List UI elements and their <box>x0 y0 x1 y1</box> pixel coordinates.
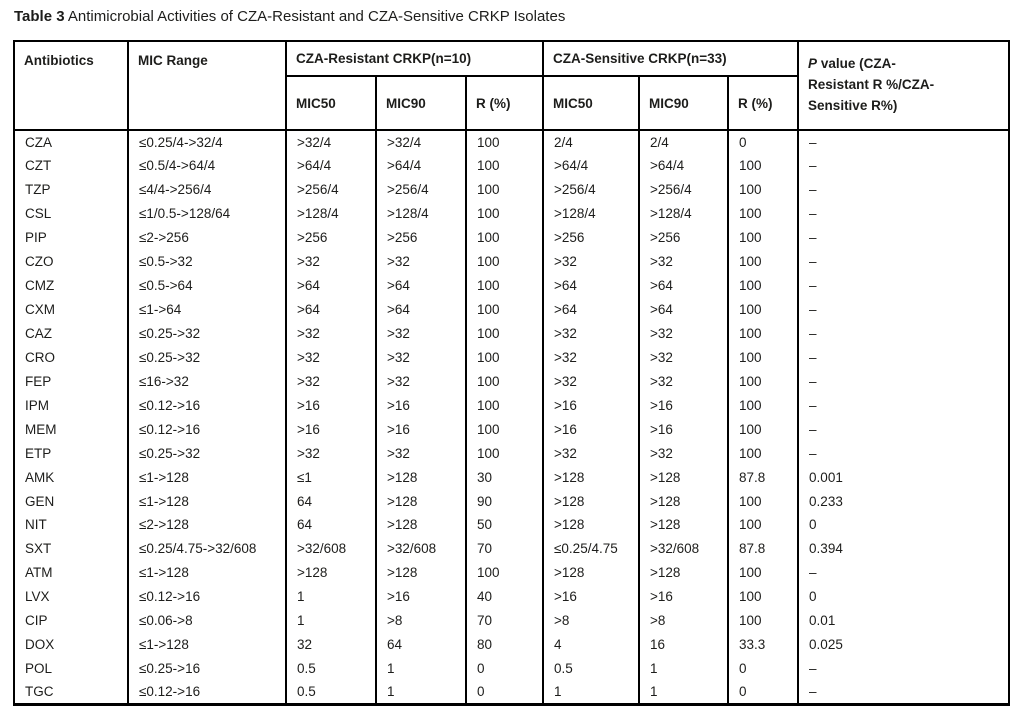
antibiotic-cell: PIP <box>14 226 128 250</box>
sensitive-mic90-cell: >128 <box>639 513 728 537</box>
sensitive-r-pct-cell: 100 <box>728 226 798 250</box>
table-row <box>14 441 1009 465</box>
sensitive-r-pct-cell: 100 <box>728 202 798 226</box>
sensitive-mic90-cell: 1 <box>639 657 728 681</box>
sensitive-mic50-cell: >16 <box>543 585 639 609</box>
mic-range-cell: ≤0.12->16 <box>128 417 286 441</box>
resistant-mic50-cell: 1 <box>286 609 376 633</box>
sensitive-mic50-cell: >64 <box>543 274 639 298</box>
resistant-mic90-cell: >16 <box>376 393 466 417</box>
antibiotic-cell: IPM <box>14 393 128 417</box>
mic-range-cell: ≤1->128 <box>128 465 286 489</box>
antibiotic-cell: DOX <box>14 633 128 657</box>
resistant-mic90-cell: >128 <box>376 465 466 489</box>
antibiotic-cell: CMZ <box>14 274 128 298</box>
header-resistant-r-pct: R (%) <box>466 76 543 130</box>
sensitive-mic50-cell: >64 <box>543 298 639 322</box>
table-row <box>14 393 1009 417</box>
p-value-cell: 0.001 <box>798 465 1009 489</box>
resistant-mic90-cell: >32/4 <box>376 130 466 154</box>
resistant-r-pct-cell: 100 <box>466 250 543 274</box>
sensitive-mic90-cell: >32/608 <box>639 537 728 561</box>
sensitive-mic90-cell: >64 <box>639 298 728 322</box>
resistant-mic50-cell: >64 <box>286 298 376 322</box>
header-mic-range: MIC Range <box>128 41 286 130</box>
resistant-mic50-cell: >32/4 <box>286 130 376 154</box>
antibiotic-cell: CSL <box>14 202 128 226</box>
resistant-mic90-cell: >128/4 <box>376 202 466 226</box>
table-row <box>14 609 1009 633</box>
resistant-r-pct-cell: 100 <box>466 441 543 465</box>
resistant-mic50-cell: >256 <box>286 226 376 250</box>
table-row <box>14 274 1009 298</box>
resistant-r-pct-cell: 100 <box>466 178 543 202</box>
resistant-mic90-cell: >32 <box>376 322 466 346</box>
table-row <box>14 250 1009 274</box>
table-row <box>14 298 1009 322</box>
antibiotic-cell: AMK <box>14 465 128 489</box>
antibiotic-cell: CZT <box>14 154 128 178</box>
table-header <box>14 41 1009 130</box>
header-sensitive-mic50: MIC50 <box>543 76 639 130</box>
resistant-mic90-cell: >64/4 <box>376 154 466 178</box>
p-value-cell: – <box>798 369 1009 393</box>
sensitive-mic50-cell: >128 <box>543 465 639 489</box>
table-row <box>14 585 1009 609</box>
resistant-mic90-cell: >256/4 <box>376 178 466 202</box>
table-body <box>14 130 1009 705</box>
table-row <box>14 322 1009 346</box>
sensitive-mic50-cell: >8 <box>543 609 639 633</box>
sensitive-mic50-cell: >32 <box>543 345 639 369</box>
antibiotic-cell: TGC <box>14 681 128 705</box>
resistant-mic50-cell: >64 <box>286 274 376 298</box>
mic-range-cell: ≤0.12->16 <box>128 681 286 705</box>
sensitive-r-pct-cell: 87.8 <box>728 537 798 561</box>
sensitive-mic90-cell: >32 <box>639 322 728 346</box>
resistant-r-pct-cell: 100 <box>466 345 543 369</box>
mic-range-cell: ≤2->128 <box>128 513 286 537</box>
p-value-cell: 0.394 <box>798 537 1009 561</box>
resistant-r-pct-cell: 50 <box>466 513 543 537</box>
sensitive-r-pct-cell: 100 <box>728 609 798 633</box>
antibiotic-cell: LVX <box>14 585 128 609</box>
resistant-r-pct-cell: 100 <box>466 369 543 393</box>
sensitive-mic50-cell: >256 <box>543 226 639 250</box>
resistant-r-pct-cell: 0 <box>466 657 543 681</box>
p-value-cell: – <box>798 561 1009 585</box>
table-row <box>14 202 1009 226</box>
sensitive-r-pct-cell: 100 <box>728 393 798 417</box>
resistant-mic50-cell: >32 <box>286 345 376 369</box>
sensitive-mic50-cell: >128 <box>543 513 639 537</box>
mic-range-cell: ≤0.5/4->64/4 <box>128 154 286 178</box>
antibiotic-cell: GEN <box>14 489 128 513</box>
sensitive-r-pct-cell: 100 <box>728 345 798 369</box>
resistant-mic90-cell: >32 <box>376 441 466 465</box>
mic-range-cell: ≤0.25->32 <box>128 322 286 346</box>
resistant-mic50-cell: >32 <box>286 369 376 393</box>
table-title <box>14 7 565 27</box>
sensitive-r-pct-cell: 100 <box>728 441 798 465</box>
antibiotic-cell: TZP <box>14 178 128 202</box>
header-group-row <box>14 41 1009 76</box>
resistant-mic50-cell: >32 <box>286 441 376 465</box>
resistant-mic50-cell: >128/4 <box>286 202 376 226</box>
sensitive-mic90-cell: >32 <box>639 250 728 274</box>
header-antibiotics: Antibiotics <box>14 41 128 130</box>
sensitive-r-pct-cell: 87.8 <box>728 465 798 489</box>
sensitive-mic50-cell: 0.5 <box>543 657 639 681</box>
header-group-cza-resistant: CZA-Resistant CRKP(n=10) <box>286 41 543 76</box>
resistant-mic50-cell: 64 <box>286 489 376 513</box>
resistant-r-pct-cell: 100 <box>466 154 543 178</box>
table-row <box>14 130 1009 154</box>
antibiotic-cell: NIT <box>14 513 128 537</box>
header-p-value-italic-p: P <box>808 56 818 71</box>
table-row <box>14 226 1009 250</box>
header-sensitive-r-pct: R (%) <box>728 76 798 130</box>
table-row <box>14 489 1009 513</box>
p-value-cell: – <box>798 178 1009 202</box>
antibiotic-cell: CZA <box>14 130 128 154</box>
mic-range-cell: ≤0.06->8 <box>128 609 286 633</box>
sensitive-mic90-cell: >8 <box>639 609 728 633</box>
sensitive-mic90-cell: 2/4 <box>639 130 728 154</box>
resistant-r-pct-cell: 80 <box>466 633 543 657</box>
mic-range-cell: ≤1->128 <box>128 561 286 585</box>
resistant-mic50-cell: >16 <box>286 393 376 417</box>
sensitive-mic50-cell: >64/4 <box>543 154 639 178</box>
antimicrobial-activities-table <box>13 40 1010 706</box>
table-row <box>14 513 1009 537</box>
sensitive-r-pct-cell: 0 <box>728 681 798 705</box>
resistant-r-pct-cell: 70 <box>466 537 543 561</box>
sensitive-r-pct-cell: 100 <box>728 417 798 441</box>
sensitive-mic90-cell: >128 <box>639 489 728 513</box>
sensitive-r-pct-cell: 100 <box>728 322 798 346</box>
sensitive-mic90-cell: >64/4 <box>639 154 728 178</box>
sensitive-mic50-cell: >256/4 <box>543 178 639 202</box>
table-row <box>14 178 1009 202</box>
resistant-mic50-cell: >32 <box>286 322 376 346</box>
header-p-value-line1: value (CZA- <box>817 56 896 71</box>
resistant-r-pct-cell: 100 <box>466 226 543 250</box>
table-row <box>14 345 1009 369</box>
p-value-cell: – <box>798 345 1009 369</box>
p-value-cell: – <box>798 393 1009 417</box>
sensitive-r-pct-cell: 100 <box>728 585 798 609</box>
sensitive-mic50-cell: ≤0.25/4.75 <box>543 537 639 561</box>
resistant-mic50-cell: 1 <box>286 585 376 609</box>
table-row <box>14 681 1009 705</box>
mic-range-cell: ≤0.12->16 <box>128 393 286 417</box>
resistant-mic90-cell: >128 <box>376 561 466 585</box>
mic-range-cell: ≤1->128 <box>128 489 286 513</box>
p-value-cell: – <box>798 130 1009 154</box>
mic-range-cell: ≤1/0.5->128/64 <box>128 202 286 226</box>
resistant-r-pct-cell: 40 <box>466 585 543 609</box>
sensitive-r-pct-cell: 0 <box>728 657 798 681</box>
resistant-mic50-cell: >128 <box>286 561 376 585</box>
mic-range-cell: ≤0.25->32 <box>128 441 286 465</box>
mic-range-cell: ≤1->128 <box>128 633 286 657</box>
resistant-mic50-cell: ≤1 <box>286 465 376 489</box>
antibiotic-cell: ETP <box>14 441 128 465</box>
sensitive-r-pct-cell: 100 <box>728 274 798 298</box>
sensitive-r-pct-cell: 100 <box>728 513 798 537</box>
header-p-value-line2: Resistant R %/CZA- <box>808 77 935 92</box>
mic-range-cell: ≤2->256 <box>128 226 286 250</box>
sensitive-mic50-cell: 1 <box>543 681 639 705</box>
sensitive-r-pct-cell: 100 <box>728 178 798 202</box>
antibiotic-cell: CRO <box>14 345 128 369</box>
resistant-r-pct-cell: 100 <box>466 274 543 298</box>
p-value-cell: – <box>798 226 1009 250</box>
mic-range-cell: ≤0.25->16 <box>128 657 286 681</box>
sensitive-mic50-cell: >16 <box>543 393 639 417</box>
table-row <box>14 561 1009 585</box>
resistant-r-pct-cell: 30 <box>466 465 543 489</box>
resistant-r-pct-cell: 100 <box>466 298 543 322</box>
resistant-mic50-cell: >16 <box>286 417 376 441</box>
resistant-mic90-cell: >64 <box>376 298 466 322</box>
sensitive-mic50-cell: >128 <box>543 489 639 513</box>
resistant-r-pct-cell: 0 <box>466 681 543 705</box>
sensitive-r-pct-cell: 100 <box>728 489 798 513</box>
table-row <box>14 154 1009 178</box>
sensitive-mic90-cell: >64 <box>639 274 728 298</box>
resistant-mic90-cell: >32/608 <box>376 537 466 561</box>
resistant-mic50-cell: 64 <box>286 513 376 537</box>
mic-range-cell: ≤0.25/4.75->32/608 <box>128 537 286 561</box>
table-title-label: Table 3 <box>14 8 65 25</box>
resistant-mic50-cell: 0.5 <box>286 657 376 681</box>
mic-range-cell: ≤0.12->16 <box>128 585 286 609</box>
resistant-mic90-cell: >128 <box>376 489 466 513</box>
sensitive-r-pct-cell: 100 <box>728 369 798 393</box>
header-group-cza-sensitive: CZA-Sensitive CRKP(n=33) <box>543 41 798 76</box>
resistant-mic90-cell: 1 <box>376 681 466 705</box>
resistant-mic90-cell: >32 <box>376 369 466 393</box>
header-resistant-mic50: MIC50 <box>286 76 376 130</box>
header-p-value <box>798 41 1009 130</box>
p-value-cell: – <box>798 250 1009 274</box>
sensitive-mic50-cell: >128 <box>543 561 639 585</box>
resistant-mic50-cell: 0.5 <box>286 681 376 705</box>
sensitive-mic90-cell: >16 <box>639 393 728 417</box>
sensitive-mic50-cell: 4 <box>543 633 639 657</box>
sensitive-mic90-cell: >32 <box>639 345 728 369</box>
resistant-mic90-cell: >256 <box>376 226 466 250</box>
sensitive-mic90-cell: 16 <box>639 633 728 657</box>
p-value-cell: – <box>798 298 1009 322</box>
mic-range-cell: ≤0.5->64 <box>128 274 286 298</box>
resistant-r-pct-cell: 100 <box>466 202 543 226</box>
sensitive-mic90-cell: >128/4 <box>639 202 728 226</box>
antibiotic-cell: CXM <box>14 298 128 322</box>
resistant-r-pct-cell: 90 <box>466 489 543 513</box>
antibiotic-cell: SXT <box>14 537 128 561</box>
mic-range-cell: ≤1->64 <box>128 298 286 322</box>
table-row <box>14 417 1009 441</box>
sensitive-mic50-cell: >128/4 <box>543 202 639 226</box>
resistant-mic90-cell: 1 <box>376 657 466 681</box>
table-row <box>14 657 1009 681</box>
p-value-cell: 0 <box>798 585 1009 609</box>
resistant-mic50-cell: 32 <box>286 633 376 657</box>
sensitive-mic50-cell: >16 <box>543 417 639 441</box>
resistant-r-pct-cell: 100 <box>466 322 543 346</box>
sensitive-r-pct-cell: 100 <box>728 561 798 585</box>
antibiotic-cell: CZO <box>14 250 128 274</box>
sensitive-mic90-cell: >16 <box>639 585 728 609</box>
antibiotic-cell: CIP <box>14 609 128 633</box>
resistant-mic90-cell: >16 <box>376 585 466 609</box>
sensitive-r-pct-cell: 0 <box>728 130 798 154</box>
p-value-cell: – <box>798 322 1009 346</box>
mic-range-cell: ≤0.25->32 <box>128 345 286 369</box>
p-value-cell: 0.01 <box>798 609 1009 633</box>
sensitive-r-pct-cell: 33.3 <box>728 633 798 657</box>
sensitive-r-pct-cell: 100 <box>728 298 798 322</box>
p-value-cell: – <box>798 441 1009 465</box>
resistant-mic50-cell: >64/4 <box>286 154 376 178</box>
p-value-cell: – <box>798 681 1009 705</box>
resistant-r-pct-cell: 100 <box>466 417 543 441</box>
resistant-mic90-cell: >64 <box>376 274 466 298</box>
sensitive-mic90-cell: >128 <box>639 465 728 489</box>
resistant-r-pct-cell: 100 <box>466 130 543 154</box>
p-value-cell: – <box>798 154 1009 178</box>
sensitive-mic90-cell: >32 <box>639 441 728 465</box>
sensitive-mic90-cell: >16 <box>639 417 728 441</box>
p-value-cell: – <box>798 657 1009 681</box>
resistant-mic90-cell: >128 <box>376 513 466 537</box>
mic-range-cell: ≤0.5->32 <box>128 250 286 274</box>
resistant-mic50-cell: >32 <box>286 250 376 274</box>
sensitive-mic90-cell: 1 <box>639 681 728 705</box>
antibiotic-cell: POL <box>14 657 128 681</box>
resistant-mic90-cell: 64 <box>376 633 466 657</box>
resistant-r-pct-cell: 70 <box>466 609 543 633</box>
table-row <box>14 633 1009 657</box>
p-value-cell: 0.233 <box>798 489 1009 513</box>
table-row <box>14 537 1009 561</box>
resistant-mic90-cell: >32 <box>376 345 466 369</box>
header-p-value-line3: Sensitive R%) <box>808 98 898 113</box>
antibiotic-cell: CAZ <box>14 322 128 346</box>
mic-range-cell: ≤16->32 <box>128 369 286 393</box>
sensitive-mic90-cell: >256/4 <box>639 178 728 202</box>
antibiotic-cell: ATM <box>14 561 128 585</box>
header-sensitive-mic90: MIC90 <box>639 76 728 130</box>
sensitive-mic90-cell: >256 <box>639 226 728 250</box>
p-value-cell: – <box>798 417 1009 441</box>
p-value-cell: 0.025 <box>798 633 1009 657</box>
resistant-mic50-cell: >32/608 <box>286 537 376 561</box>
p-value-cell: – <box>798 274 1009 298</box>
mic-range-cell: ≤4/4->256/4 <box>128 178 286 202</box>
header-resistant-mic90: MIC90 <box>376 76 466 130</box>
sensitive-mic50-cell: >32 <box>543 441 639 465</box>
sensitive-r-pct-cell: 100 <box>728 154 798 178</box>
resistant-r-pct-cell: 100 <box>466 393 543 417</box>
sensitive-mic90-cell: >128 <box>639 561 728 585</box>
p-value-cell: 0 <box>798 513 1009 537</box>
table-row <box>14 369 1009 393</box>
antibiotic-cell: MEM <box>14 417 128 441</box>
resistant-mic50-cell: >256/4 <box>286 178 376 202</box>
table-row <box>14 465 1009 489</box>
p-value-cell: – <box>798 202 1009 226</box>
resistant-mic90-cell: >32 <box>376 250 466 274</box>
resistant-r-pct-cell: 100 <box>466 561 543 585</box>
resistant-mic90-cell: >16 <box>376 417 466 441</box>
sensitive-mic50-cell: 2/4 <box>543 130 639 154</box>
sensitive-r-pct-cell: 100 <box>728 250 798 274</box>
sensitive-mic50-cell: >32 <box>543 322 639 346</box>
sensitive-mic50-cell: >32 <box>543 369 639 393</box>
mic-range-cell: ≤0.25/4->32/4 <box>128 130 286 154</box>
antibiotic-cell: FEP <box>14 369 128 393</box>
sensitive-mic50-cell: >32 <box>543 250 639 274</box>
resistant-mic90-cell: >8 <box>376 609 466 633</box>
table-title-text: Antimicrobial Activities of CZA-Resistant and CZA-Sensitive CRKP Isolates <box>64 8 566 25</box>
sensitive-mic90-cell: >32 <box>639 369 728 393</box>
